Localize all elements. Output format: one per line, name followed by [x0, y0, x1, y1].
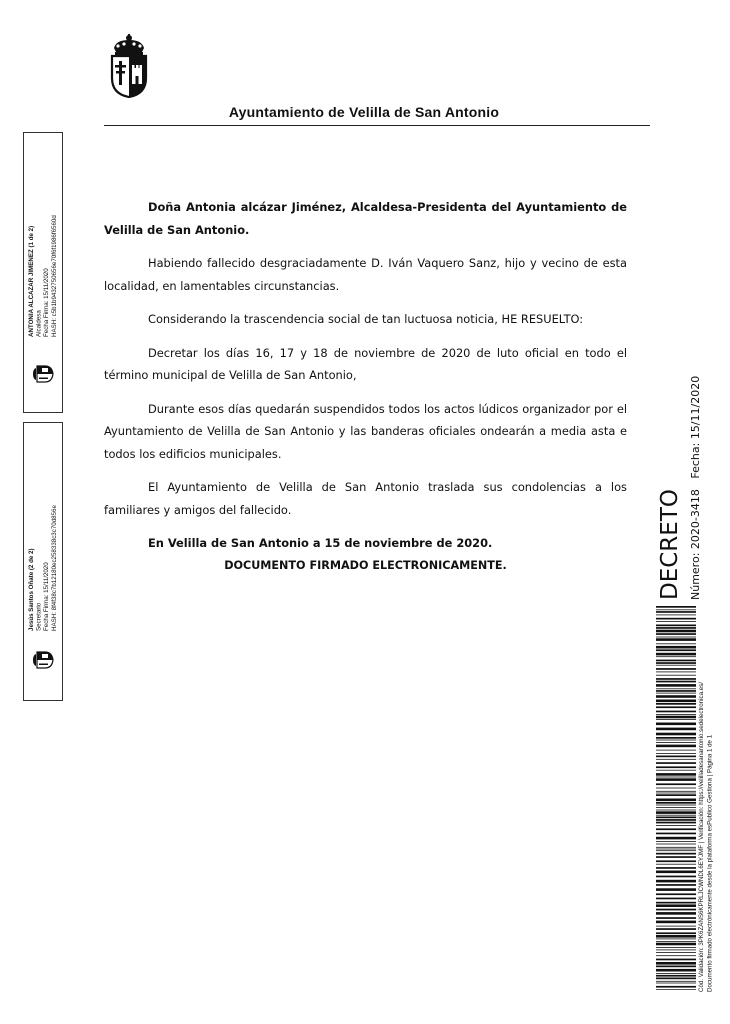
- decree-date: Fecha: 15/11/2020: [689, 375, 702, 479]
- signature-hash: HASH: c5b1b9432750656e70f6f1986f6560d: [50, 215, 58, 337]
- signature-box-mayor: [23, 132, 63, 413]
- decree-stamp: [655, 375, 717, 600]
- paragraph-mayor: Doña Antonia alcázar Jiménez, Alcaldesa-Presidenta del Ayuntamiento de Velilla de San Antonio.: [104, 200, 627, 237]
- barcode-icon: [656, 606, 696, 990]
- signature-date: Fecha Firma: 15/11/2020: [43, 562, 51, 631]
- signer-role: Secretario: [35, 602, 43, 631]
- signature-seal-icon: [32, 649, 54, 671]
- signed-notice: DOCUMENTO FIRMADO ELECTRONICAMENTE.: [224, 559, 507, 572]
- signature-seal-icon: [32, 363, 54, 385]
- decree-body: [104, 196, 627, 566]
- signer-name: ANTONIA ALCAZAR JIMENEZ (1 de 2): [28, 225, 35, 337]
- paragraph-deceased: Habiendo fallecido desgraciadamente D. Iván Vaquero Sanz, hijo y vecino de esta localidad, en lamentables circunstancias.: [104, 256, 627, 293]
- organization-title: Ayuntamiento de Velilla de San Antonio: [228, 104, 500, 120]
- signature-box-secretary: [23, 422, 63, 701]
- signature-hash: HASH: 8f4f38c7b12180ec258338c3c70d856e: [50, 505, 58, 631]
- signer-role: Alcaldesa: [35, 310, 43, 337]
- decree-label: DECRETO: [657, 489, 683, 600]
- signature-details: [28, 137, 60, 337]
- paragraph-condolences: El Ayuntamiento de Velilla de San Antonio traslada sus condolencias a los familiares y amigos del fallecido.: [104, 480, 627, 517]
- decree-number: Número: 2020-3418: [689, 489, 702, 600]
- verification-code: Cód. Validación: 3PK6ZANS6KPRLJCWNDL6EYJMF | Verificación: https://velilladesanantonio.sedelectronica.es/: [698, 682, 705, 992]
- paragraph-suspension: Durante esos días quedarán suspendidos todos los actos lúdicos organizador por el Ayuntamiento de Velilla de San Antonio y las banderas oficiales ondearán a media asta e todos los edificios municipales.: [104, 401, 627, 461]
- paragraph-place-date: En Velilla de San Antonio a 15 de noviembre de 2020.: [148, 536, 493, 550]
- paragraph-mourning-days: Decretar los días 16, 17 y 18 de noviembre de 2020 de luto oficial en todo el término municipal de Velilla de San Antonio,: [104, 345, 627, 382]
- header-divider: [104, 125, 650, 126]
- municipal-crest-icon: [106, 34, 152, 98]
- paragraph-resolved: Considerando la trascendencia social de tan luctuosa noticia, HE RESUELTO:: [148, 312, 584, 326]
- verification-text: [698, 608, 720, 992]
- signature-details: [28, 431, 60, 631]
- signature-date: Fecha Firma: 15/11/2020: [43, 268, 51, 337]
- verification-platform: Documento firmado electrónicamente desde la plataforma esPublico Gestiona | Página 1 de 1: [706, 734, 714, 992]
- signer-name: Jesús Santos Oñate (2 de 2): [28, 548, 35, 631]
- decree-meta: [686, 375, 708, 600]
